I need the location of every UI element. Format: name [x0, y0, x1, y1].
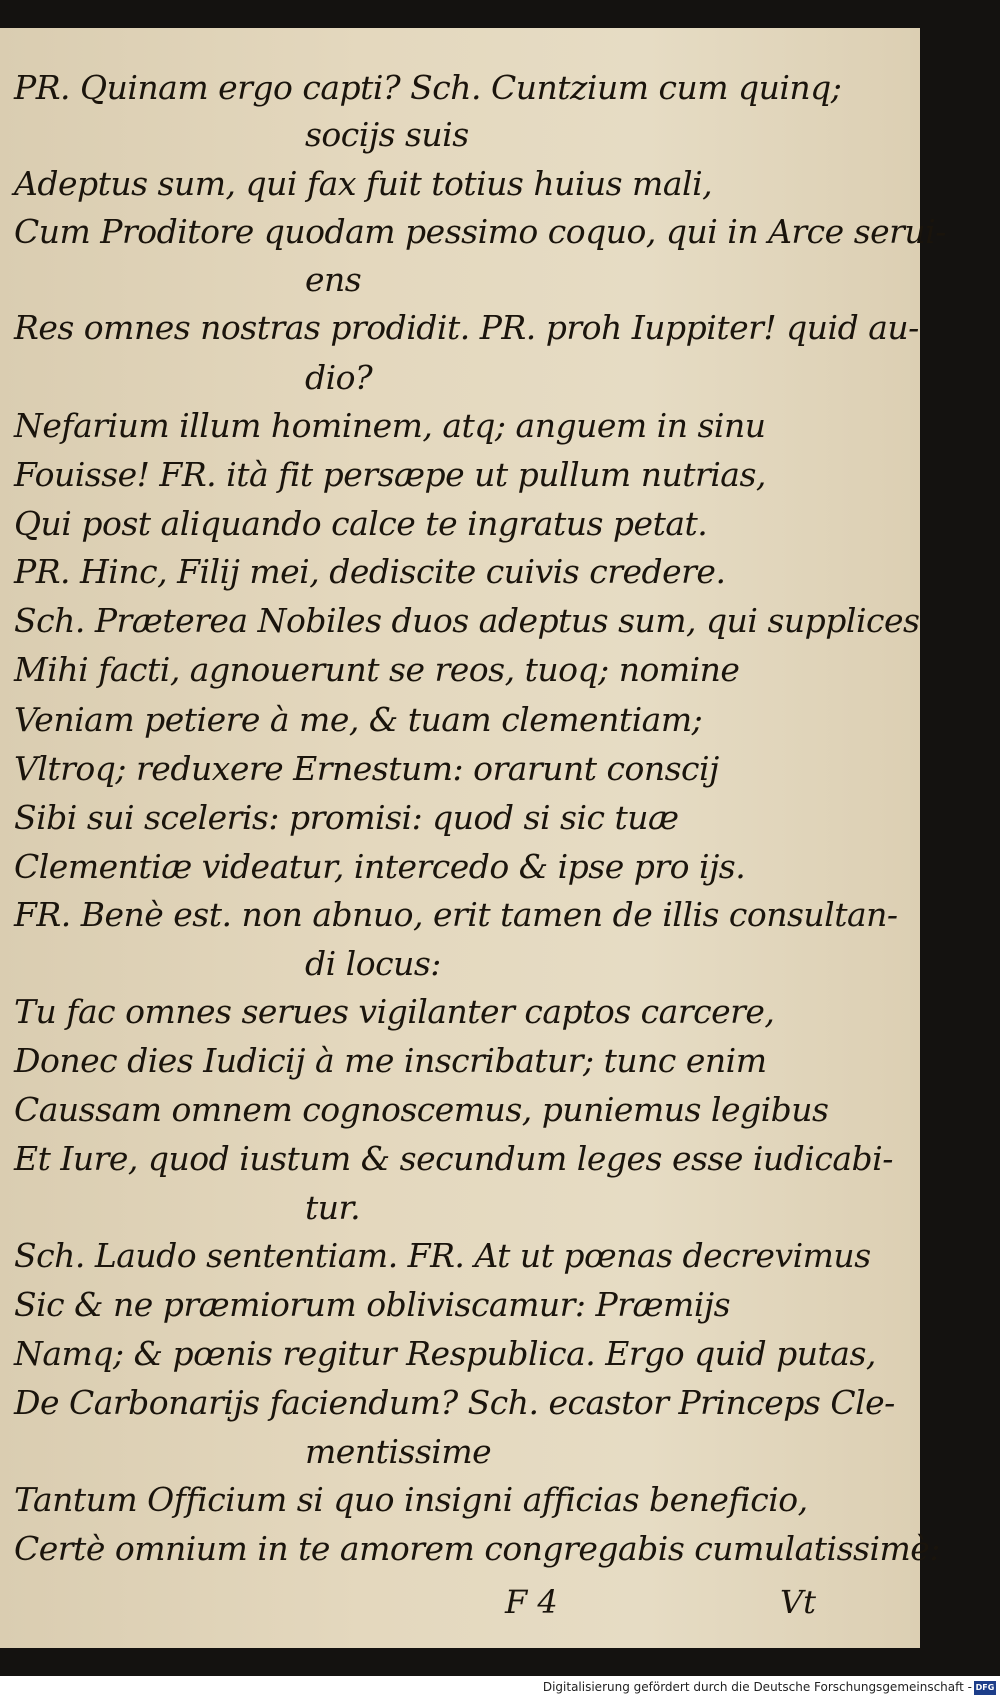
text-line: Namq; & pœnis regitur Respublica. Ergo quid putas,: [14, 1334, 876, 1373]
text-line: Mihi facti, agnouerunt se reos, tuoq; nomine: [14, 650, 740, 689]
text-line: Sic & ne præmiorum obliviscamur: Præmijs: [14, 1285, 731, 1324]
text-line: Sch. Præterea Nobiles duos adeptus sum, qui supplices: [14, 601, 920, 640]
text-line: socijs suis: [305, 115, 469, 154]
text-line: di locus:: [305, 944, 441, 983]
text-line: Qui post aliquando calce te ingratus petat.: [14, 504, 708, 543]
text-line: Donec dies Iudicij à me inscribatur; tunc enim: [14, 1041, 767, 1080]
text-line: Caussam omnem cognoscemus, puniemus legibus: [14, 1090, 829, 1129]
text-line: mentissime: [305, 1432, 492, 1471]
text-line: Res omnes nostras prodidit. PR. proh Iuppiter! quid au-: [14, 308, 919, 347]
text-line: PR. Quinam ergo capti? Sch. Cuntzium cum quinq;: [14, 68, 842, 107]
text-line: Sch. Laudo sententiam. FR. At ut pœnas decrevimus: [14, 1236, 871, 1275]
text-line: Tu fac omnes serues vigilanter captos carcere,: [14, 992, 775, 1031]
book-page: [0, 28, 946, 1648]
catchword: Vt: [780, 1583, 816, 1621]
text-line: De Carbonarijs faciendum? Sch. ecastor Princeps Cle-: [14, 1383, 895, 1422]
text-line: Vltroq; reduxere Ernestum: orarunt conscij: [14, 749, 719, 788]
text-line: tur.: [305, 1188, 361, 1227]
text-line: Cum Proditore quodam pessimo coquo, qui in Arce serui-: [14, 212, 946, 251]
text-line: Tantum Officium si quo insigni afficias beneficio,: [14, 1480, 808, 1519]
text-line: Veniam petiere à me, & tuam clementiam;: [14, 700, 703, 739]
text-line: Certè omnium in te amorem congregabis cumulatissimè:: [14, 1529, 940, 1568]
dfg-logo: DFG: [974, 1681, 996, 1695]
text-line: Clementiæ videatur, intercedo & ipse pro ijs.: [14, 847, 746, 886]
text-line: PR. Hinc, Filij mei, dediscite cuivis credere.: [14, 552, 726, 591]
funding-credit: Digitalisierung gefördert durch die Deutsche Forschungsgemeinschaft -: [542, 1680, 972, 1694]
text-line: Sibi sui sceleris: promisi: quod si sic tuæ: [14, 798, 679, 837]
text-line: Adeptus sum, qui fax fuit totius huius mali,: [14, 164, 713, 203]
text-line: Fouisse! FR. ità fit persæpe ut pullum nutrias,: [14, 455, 766, 494]
text-line: FR. Benè est. non abnuo, erit tamen de illis consultan-: [14, 895, 898, 934]
credit-bar: [0, 1676, 1000, 1702]
signature-mark: F 4: [505, 1583, 558, 1621]
text-line: dio?: [305, 358, 373, 397]
text-line: Et Iure, quod iustum & secundum leges esse iudicabi-: [14, 1139, 893, 1178]
text-line: Nefarium illum hominem, atq; anguem in sinu: [14, 406, 766, 445]
text-line: ens: [305, 260, 362, 299]
